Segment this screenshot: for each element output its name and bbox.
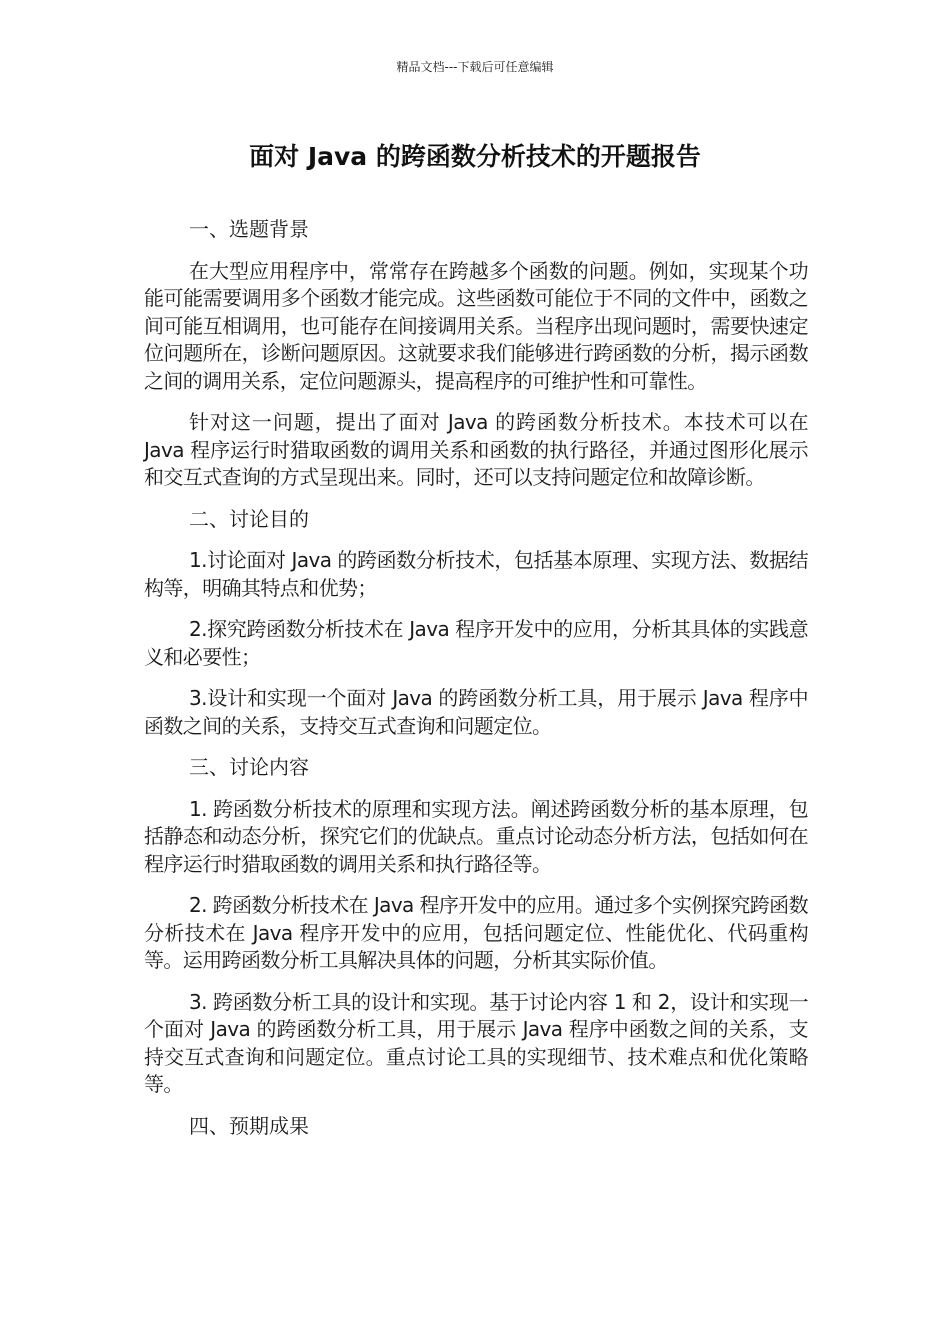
section-heading-expected-results: 四、预期成果 bbox=[189, 1113, 309, 1138]
list-item: 3. 跨函数分析工具的设计和实现。基于讨论内容 1 和 2，设计和实现一个面对 Java 的跨函数分析工具，用于展示 Java 程序中函数之间的关系，支持交互式查询和问题定位。重点讨论工具的实现细节、技术难点和优化策略等。 bbox=[144, 989, 808, 1096]
document-body bbox=[144, 216, 808, 1154]
list-item: 1.讨论面对 Java 的跨函数分析技术，包括基本原理、实现方法、数据结构等，明确其特点和优势； bbox=[144, 548, 808, 600]
section-heading-background: 一、选题背景 bbox=[189, 217, 309, 241]
page-header: 精品文档---下载后可任意编辑 bbox=[396, 60, 554, 74]
paragraph: 针对这一问题，提出了面对 Java 的跨函数分析技术。本技术可以在 Java 程序运行时猎取函数的调用关系和函数的执行路径，并通过图形化展示和交互式查询的方式呈现出来。同时，还可以支持问题定位和故障诊断。 bbox=[144, 410, 808, 489]
section-heading-purpose: 二、讨论目的 bbox=[189, 506, 309, 531]
document-title: 面对 Java 的跨函数分析技术的开题报告 bbox=[249, 142, 701, 171]
list-item: 3.设计和实现一个面对 Java 的跨函数分析工具，用于展示 Java 程序中函数之间的关系，支持交互式查询和问题定位。 bbox=[144, 686, 808, 738]
list-item: 2. 跨函数分析技术在 Java 程序开发中的应用。通过多个实例探究跨函数分析技术在 Java 程序开发中的应用，包括问题定位、性能优化、代码重构等。运用跨函数分析工具解决具体的问题，分析其实际价值。 bbox=[144, 893, 808, 972]
section-heading-content: 三、讨论内容 bbox=[189, 755, 309, 779]
paragraph: 在大型应用程序中，常常存在跨越多个函数的问题。例如，实现某个功能可能需要调用多个函数才能完成。这些函数可能位于不同的文件中，函数之间可能互相调用，也可能存在间接调用关系。当程序出现问题时，需要快速定位问题所在，诊断问题原因。这就要求我们能够进行跨函数的分析，揭示函数之间的调用关系，定位问题源头，提高程序的可维护性和可靠性。 bbox=[144, 258, 808, 393]
list-item: 2.探究跨函数分析技术在 Java 程序开发中的应用，分析其具体的实践意义和必要性； bbox=[144, 617, 808, 669]
list-item: 1. 跨函数分析技术的原理和实现方法。阐述跨函数分析的基本原理，包括静态和动态分析，探究它们的优缺点。重点讨论动态分析方法，包括如何在程序运行时猎取函数的调用关系和执行路径等。 bbox=[144, 796, 808, 876]
